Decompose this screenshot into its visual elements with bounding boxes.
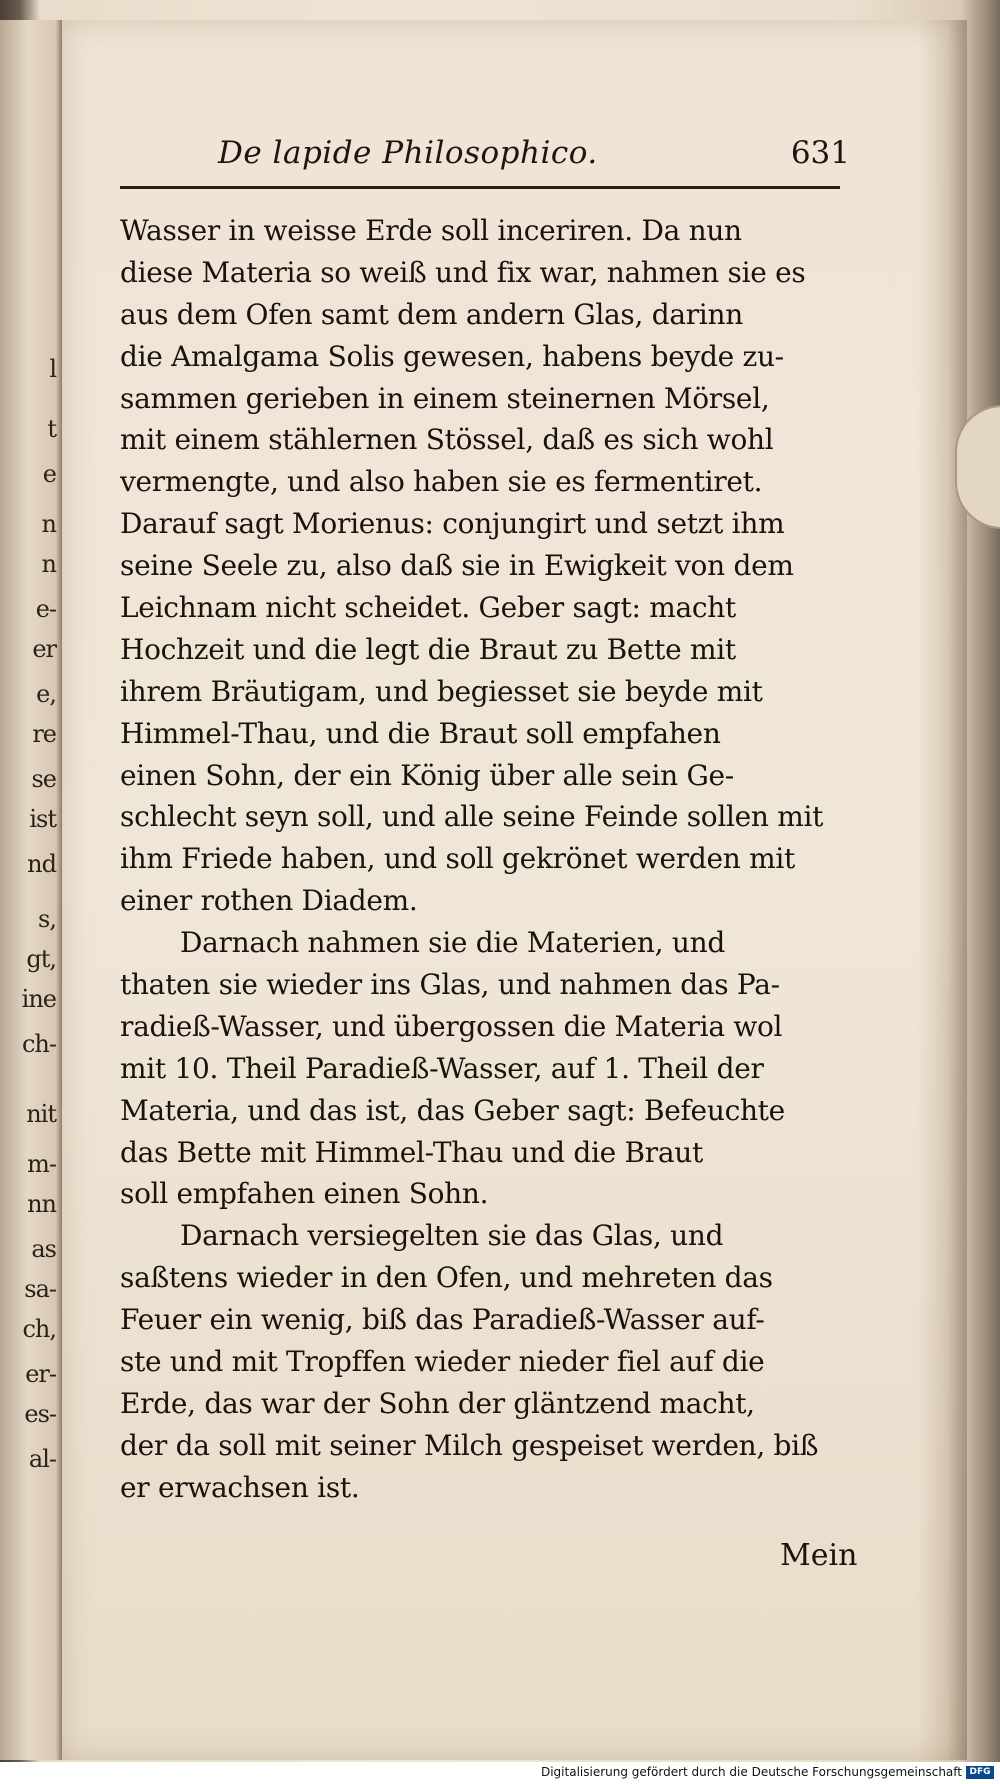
margin-fragment: re [32,720,56,748]
text-line: ihrem Bräutigam, und begiesset sie beyde mit [120,674,763,708]
page-edge-shadow [917,20,967,1760]
margin-fragment: ist [29,805,56,833]
text-line: Materia, und das ist, das Geber sagt: Befeuchte [120,1093,785,1127]
text-line: schlecht seyn soll, und alle seine Feinde sollen mit [120,800,824,834]
text-line: einer rothen Diadem. [120,884,418,918]
margin-fragment: ch, [22,1315,56,1343]
text-line: saßtens wieder in den Ofen, und mehreten das [120,1261,773,1295]
text-line: vermengte, und also haben sie es fermentiret. [120,465,763,499]
text-line: Hochzeit und die legt die Braut zu Bette mit [120,632,736,666]
digitization-footer [0,1762,1000,1784]
text-line: er erwachsen ist. [120,1470,360,1504]
page-number: 631 [790,135,850,171]
text-line: thaten sie wieder ins Glas, und nahmen das Pa- [120,968,780,1002]
margin-fragment: m- [27,1150,56,1178]
text-line: soll empfahen einen Sohn. [120,1177,489,1211]
body-text [120,210,870,1509]
previous-page-margin [0,20,64,1760]
text-line: aus dem Ofen samt dem andern Glas, darinn [120,297,743,331]
margin-fragment: gt, [26,945,56,973]
text-line: diese Materia so weiß und fix war, nahmen sie es [120,255,806,289]
margin-fragment: t [47,415,56,443]
margin-fragment: ine [21,985,56,1013]
running-header [160,135,850,175]
text-line: einen Sohn, der ein König über alle sein Ge- [120,758,734,792]
text-line: Darnach versiegelten sie das Glas, und [180,1219,724,1253]
text-line: Himmel-Thau, und die Braut soll empfahen [120,716,721,750]
margin-fragment: al- [28,1445,56,1473]
text-line: seine Seele zu, also daß sie in Ewigkeit von dem [120,549,794,583]
margin-fragment: nn [27,1190,56,1218]
text-line: Leichnam nicht scheidet. Geber sagt: macht [120,591,736,625]
footer-credit: Digitalisierung gefördert durch die Deutsche Forschungsgemeinschaft [540,1765,962,1779]
running-title: De lapide Philosophico. [218,135,598,171]
text-line: ihm Friede haben, und soll gekrönet werden mit [120,842,795,876]
text-line: Erde, das war der Sohn der gläntzend macht, [120,1386,755,1420]
margin-fragment: ch- [21,1030,56,1058]
text-line: Darauf sagt Morienus: conjungirt und setzt ihm [120,507,785,541]
margin-fragment: er [32,635,56,663]
margin-fragment: s, [38,905,56,933]
margin-fragment: l [49,355,56,383]
text-line: mit 10. Theil Paradieß-Wasser, auf 1. Theil der [120,1051,764,1085]
margin-fragment: as [31,1235,56,1263]
text-line: Darnach nahmen sie die Materien, und [180,926,725,960]
header-rule [120,186,840,189]
margin-fragment: sa- [24,1275,56,1303]
text-line: der da soll mit seiner Milch gespeiset werden, biß [120,1428,819,1462]
margin-fragment: n [41,510,56,538]
text-line: mit einem stählernen Stössel, daß es sich wohl [120,423,774,457]
margin-fragment: nit [26,1100,56,1128]
margin-fragment: er- [25,1360,56,1388]
catchword: Mein [780,1538,858,1573]
text-line: ste und mit Tropffen wieder nieder fiel auf die [120,1345,765,1379]
margin-fragment: n [41,550,56,578]
margin-fragment: e [42,460,56,488]
margin-fragment: nd [27,850,56,878]
margin-fragment: es- [24,1400,56,1428]
margin-fragment: e, [36,680,56,708]
dfg-logo: DFG [966,1766,994,1779]
margin-fragment: se [31,765,56,793]
text-line: das Bette mit Himmel-Thau und die Braut [120,1135,703,1169]
text-line: die Amalgama Solis gewesen, habens beyde zu- [120,339,784,373]
text-line: sammen gerieben in einem steinernen Mörsel, [120,381,770,415]
margin-fragment: e- [35,595,56,623]
text-line: Feuer ein wenig, biß das Paradieß-Wasser auf- [120,1303,765,1337]
text-line: radieß-Wasser, und übergossen die Materia wol [120,1009,783,1043]
text-line: Wasser in weisse Erde soll inceriren. Da nun [120,214,742,247]
